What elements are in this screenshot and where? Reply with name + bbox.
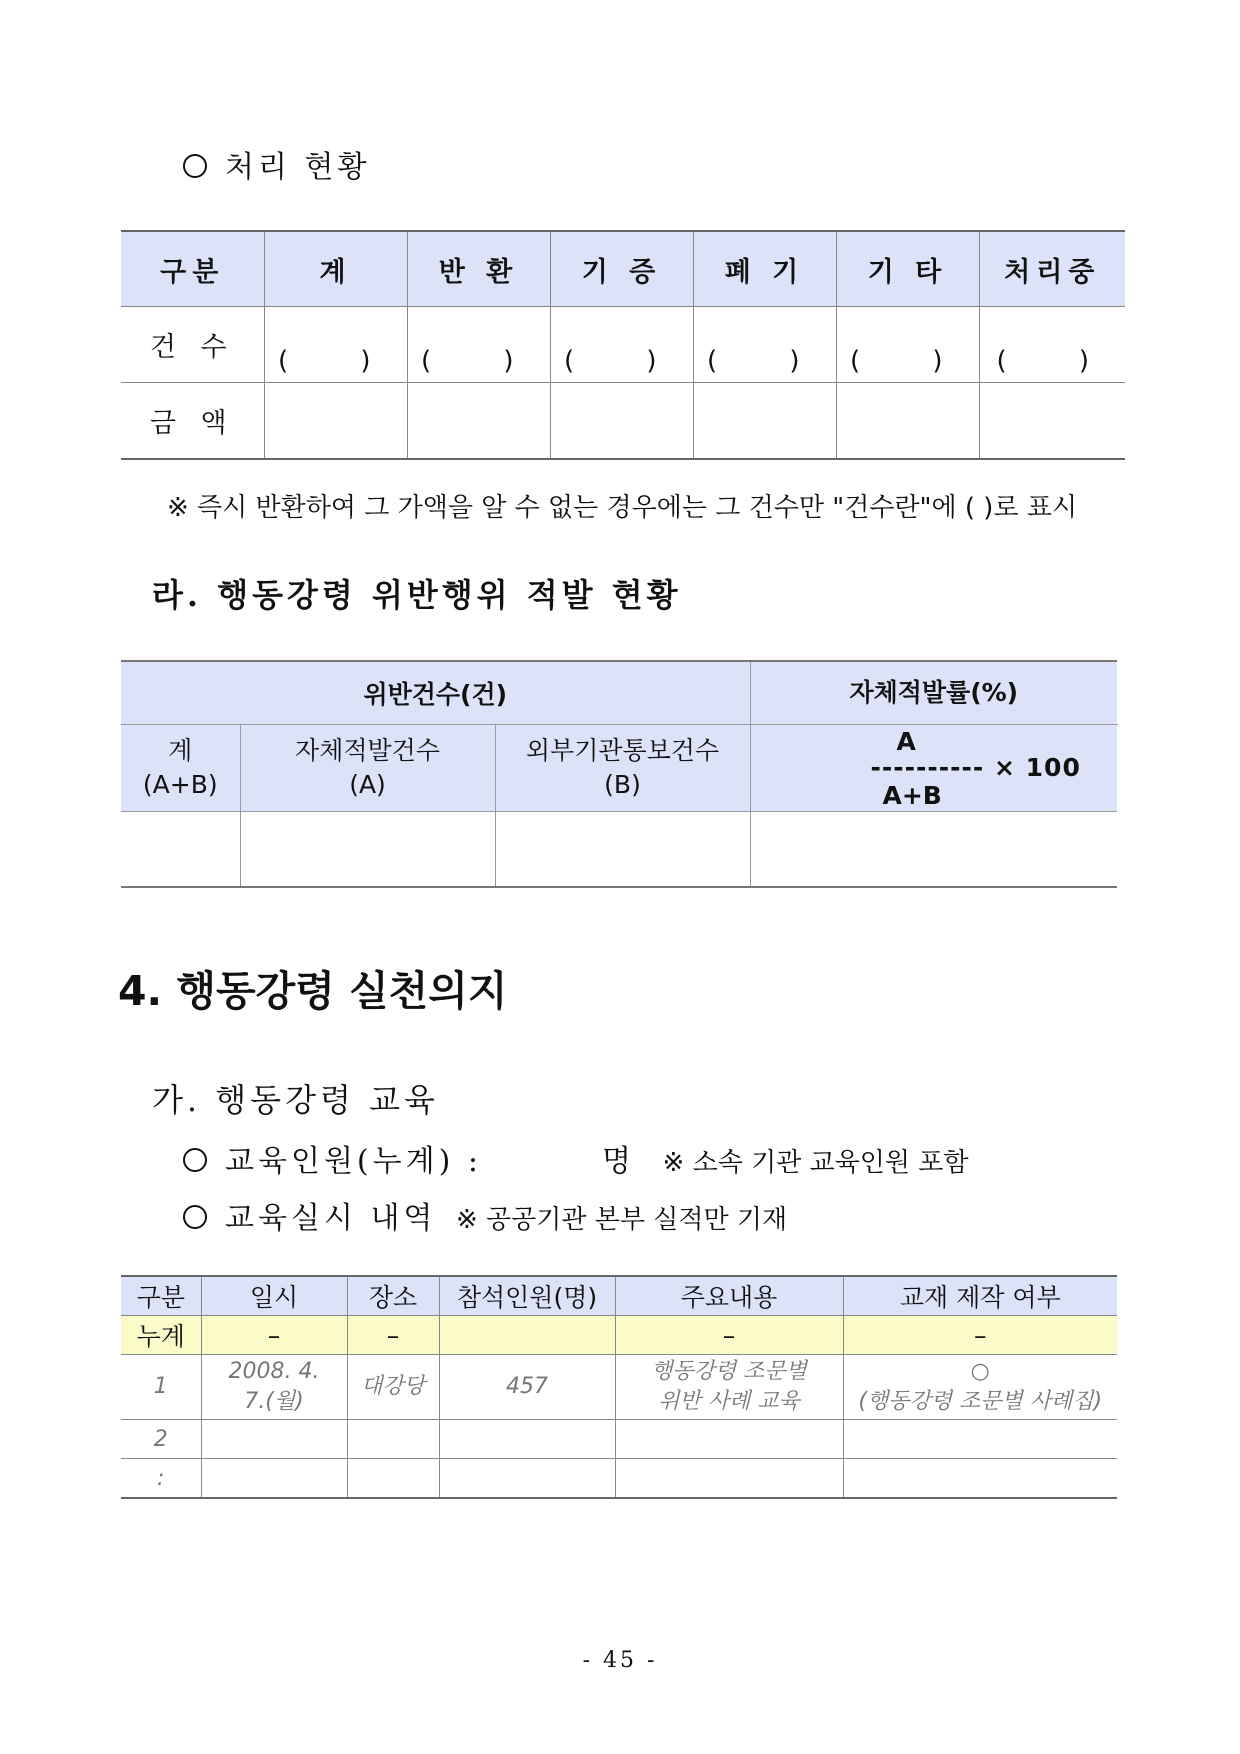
education-subheading: 가. 행동강령 교육 — [152, 1081, 439, 1119]
content-cell: 행동강령 조문별 위반 사례 교육 — [615, 1355, 843, 1420]
table-row — [121, 383, 1125, 460]
header-cell: 주요내용 — [615, 1276, 843, 1316]
header-cell: 교재 제작 여부 — [843, 1276, 1117, 1316]
formula-denominator: A+B — [882, 781, 942, 810]
header-cell: 반 환 — [407, 231, 550, 307]
sum-cell: – — [615, 1316, 843, 1355]
status-note: ※ 즉시 반환하여 그 가액을 알 수 없는 경우에는 그 건수만 "건수란"에 ( )로 표시 — [167, 493, 1078, 523]
circle-bullet-icon — [183, 1148, 207, 1172]
page-number: - 45 - — [582, 1648, 658, 1673]
disposal-status-table — [121, 230, 1125, 460]
header-cell: 구분 — [121, 1276, 201, 1316]
empty-cell — [201, 1459, 347, 1499]
header-cell: 장소 — [347, 1276, 439, 1316]
table-header-row — [121, 231, 1125, 307]
row-label: 건 수 — [121, 307, 264, 383]
data-cell — [495, 812, 750, 888]
place-cell: 대강당 — [347, 1355, 439, 1420]
header-cell: 기 증 — [550, 231, 693, 307]
status-heading: 처리 현황 — [183, 142, 370, 186]
subheader-total: 계 (A+B) — [121, 725, 240, 812]
attendees-cell: 457 — [439, 1355, 615, 1420]
empty-cell — [347, 1459, 439, 1499]
data-cell — [750, 812, 1117, 888]
header-cell: 일시 — [201, 1276, 347, 1316]
sum-cell: – — [201, 1316, 347, 1355]
count-cell: ( ) — [979, 307, 1125, 383]
education-count-line: 교육인원(누계) : — [183, 1136, 482, 1180]
amount-cell — [264, 383, 407, 460]
amount-cell — [836, 383, 979, 460]
header-cell: 기 타 — [836, 231, 979, 307]
header-cell: 폐 기 — [693, 231, 836, 307]
empty-cell — [615, 1420, 843, 1459]
data-cell — [121, 812, 240, 888]
header-cell: 참석인원(명) — [439, 1276, 615, 1316]
amount-cell — [979, 383, 1125, 460]
education-count-unit: 명 ※ 소속 기관 교육인원 포함 — [602, 1144, 969, 1179]
count-cell: ( ) — [264, 307, 407, 383]
empty-cell — [439, 1420, 615, 1459]
education-table — [121, 1275, 1117, 1499]
count-cell: ( ) — [550, 307, 693, 383]
education-history-line: 교육실시 내역 ※ 공공기관 본부 실적만 기재 — [183, 1193, 787, 1237]
header-cell: 구분 — [121, 231, 264, 307]
sum-cell — [439, 1316, 615, 1355]
empty-cell — [347, 1420, 439, 1459]
amount-cell — [550, 383, 693, 460]
table-row — [121, 1420, 1117, 1459]
header-cell: 처리중 — [979, 231, 1125, 307]
violation-table — [121, 660, 1117, 888]
subheader-self-detected: 자체적발건수 (A) — [240, 725, 495, 812]
sum-cell: – — [347, 1316, 439, 1355]
count-cell: ( ) — [407, 307, 550, 383]
amount-cell — [407, 383, 550, 460]
material-cell: ○ (행동강령 조문별 사례집) — [843, 1355, 1117, 1420]
empty-cell — [439, 1459, 615, 1499]
violation-heading: 라. 행동강령 위반행위 적발 현황 — [152, 576, 682, 614]
row-number: 2 — [121, 1420, 201, 1459]
row-label: 금 액 — [121, 383, 264, 460]
sum-cell: – — [843, 1316, 1117, 1355]
self-detection-rate-header — [750, 661, 1117, 812]
count-cell: ( ) — [836, 307, 979, 383]
rate-header-label: 자체적발률(%) — [750, 662, 1119, 725]
empty-cell — [615, 1459, 843, 1499]
rate-formula — [751, 725, 1118, 811]
violation-count-header: 위반건수(건) — [121, 661, 750, 725]
subheader-external-reported: 외부기관통보건수 (B) — [495, 725, 750, 812]
table-header-row — [121, 661, 1117, 725]
row-number: : — [121, 1459, 201, 1499]
data-cell — [240, 812, 495, 888]
cumulative-row — [121, 1316, 1117, 1355]
empty-cell — [201, 1420, 347, 1459]
amount-cell — [693, 383, 836, 460]
table-row — [121, 812, 1117, 888]
chapter-heading: 4. 행동강령 실천의지 — [118, 967, 508, 1015]
empty-cell — [843, 1420, 1117, 1459]
row-label: 누계 — [121, 1316, 201, 1355]
count-cell: ( ) — [693, 307, 836, 383]
table-row — [121, 1459, 1117, 1499]
circle-bullet-icon — [183, 1205, 207, 1229]
date-cell: 2008. 4. 7.(월) — [201, 1355, 347, 1420]
header-cell: 계 — [264, 231, 407, 307]
table-header-row — [121, 1276, 1117, 1316]
row-number: 1 — [121, 1355, 201, 1420]
formula-numerator: A — [896, 727, 916, 756]
circle-bullet-icon — [183, 154, 207, 178]
formula-bar: ---------- × 100 — [870, 753, 1081, 782]
empty-cell — [843, 1459, 1117, 1499]
table-row — [121, 1355, 1117, 1420]
table-row — [121, 307, 1125, 383]
